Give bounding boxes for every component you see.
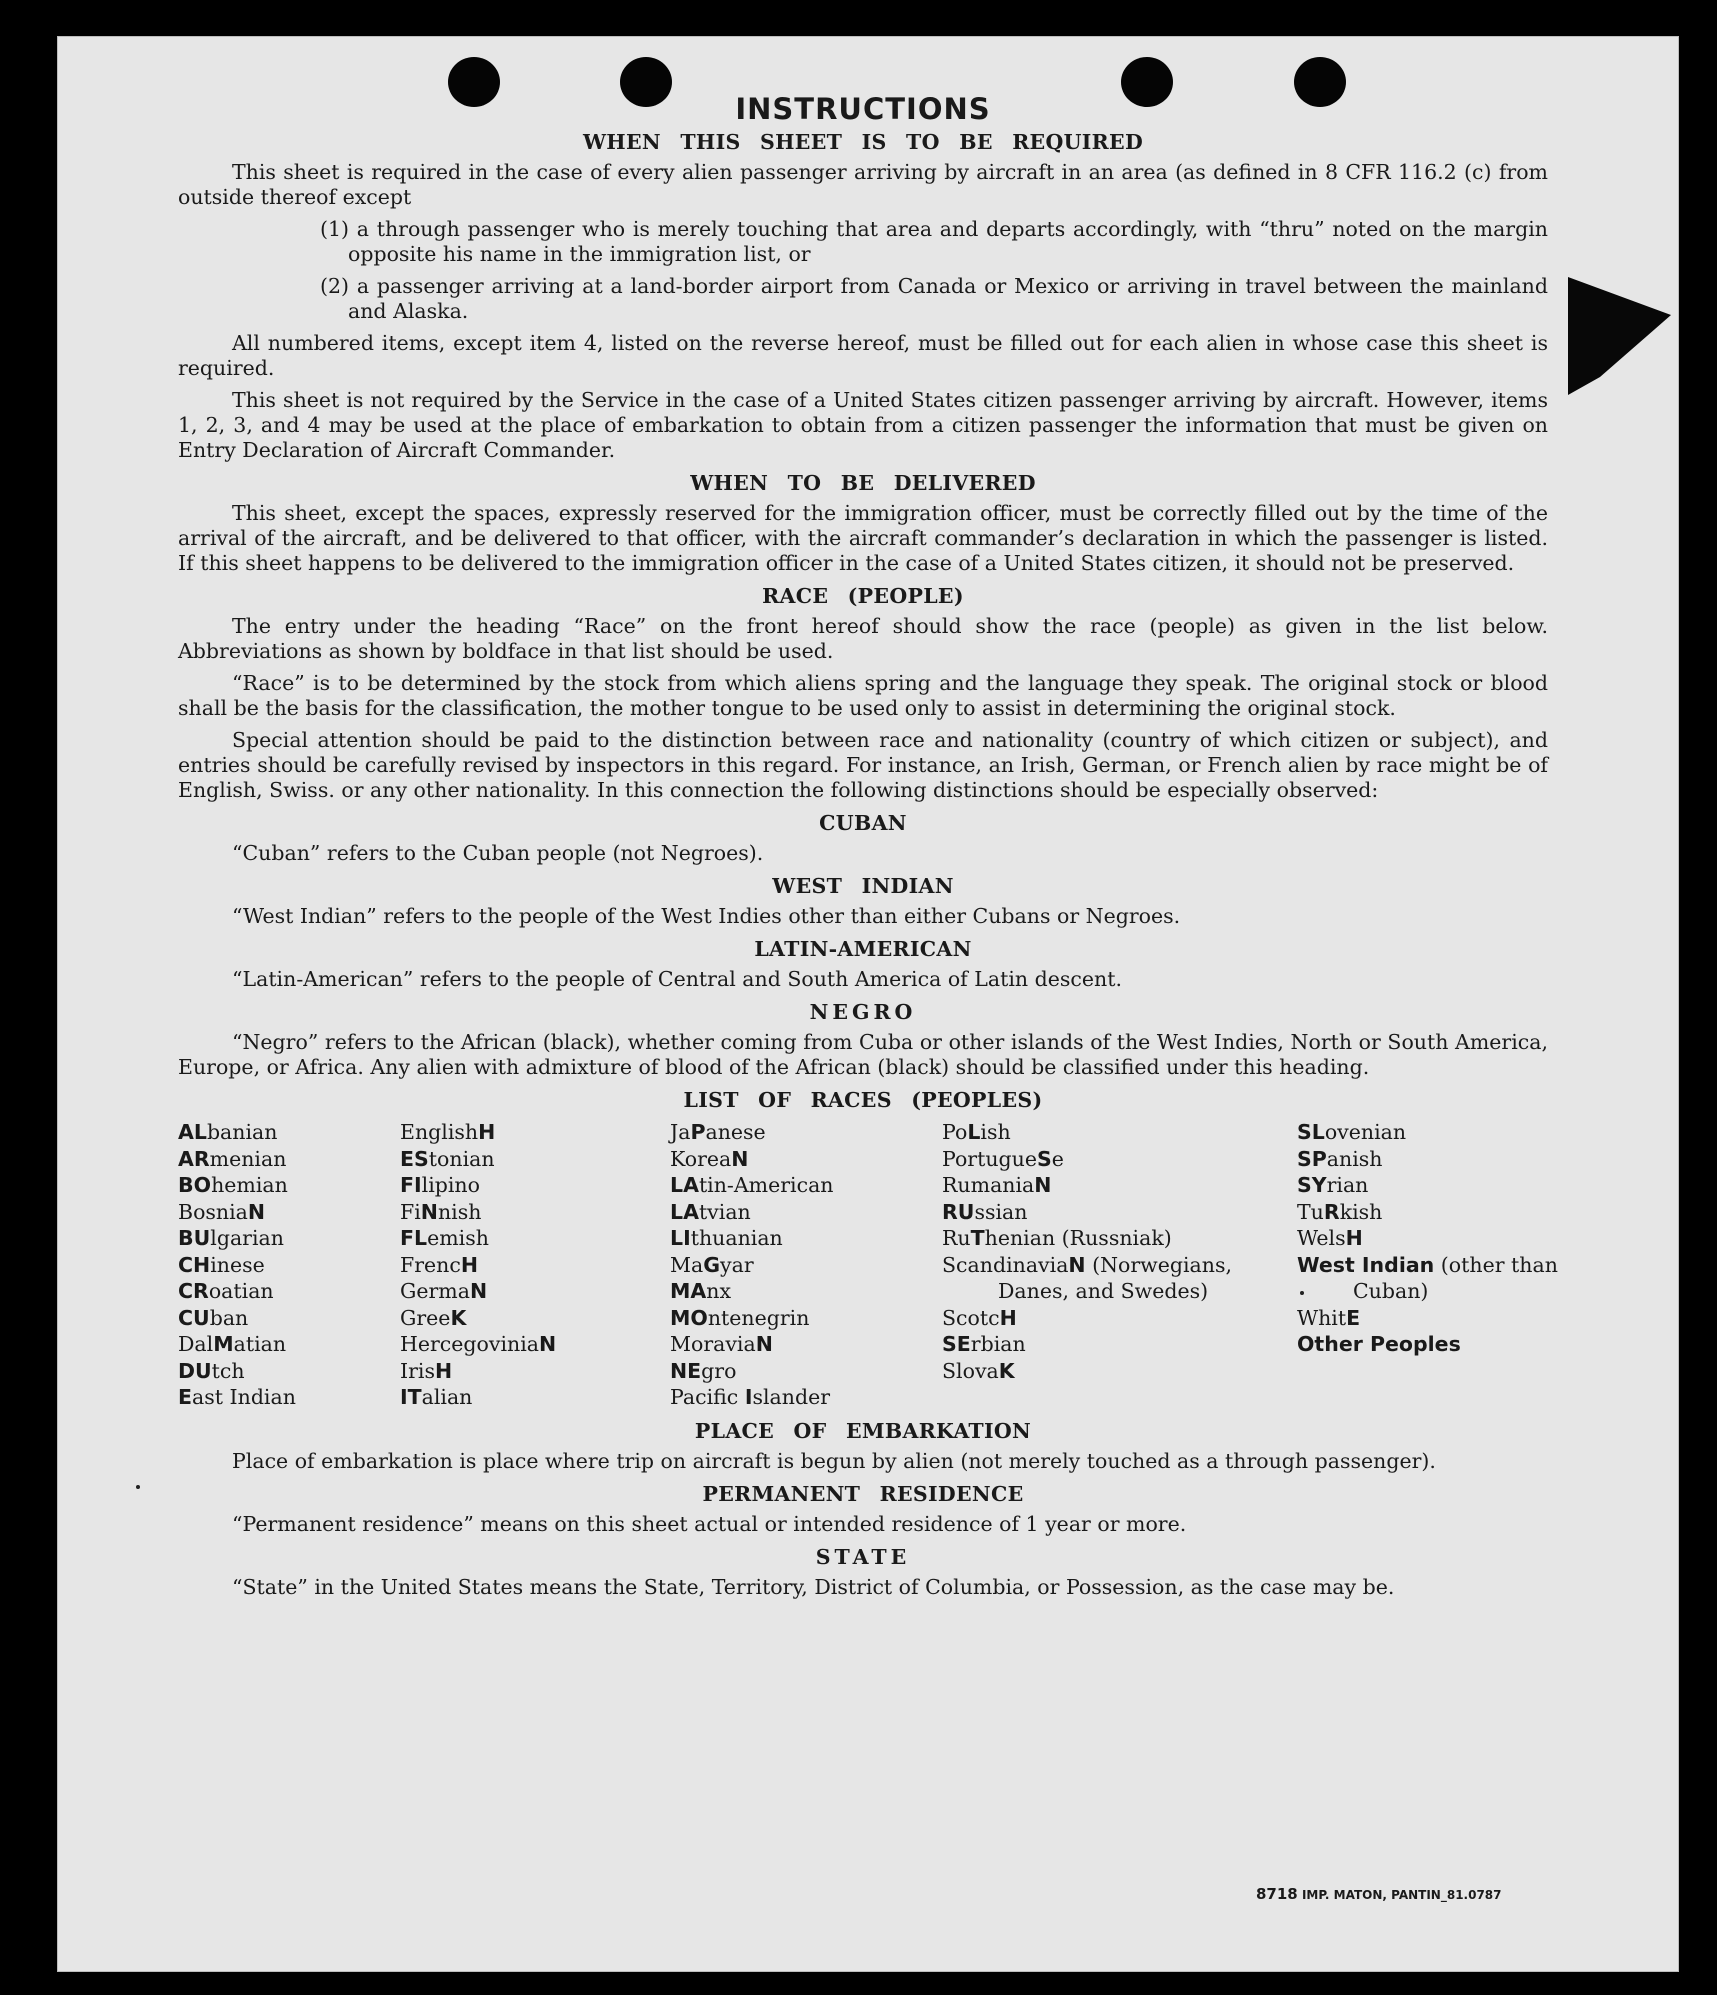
race-entry: ARmenian [178,1146,287,1171]
race-entry: FIlipino [400,1173,480,1197]
race-entry: NEgro [670,1358,737,1383]
race-entry: SYrian [1297,1173,1369,1197]
heading-latin-american: LATIN-AMERICAN [754,937,972,961]
race-entry: CUban [178,1305,249,1330]
paragraph: All numbered items, except item 4, listed on the reverse hereof, must be filled out for each alien in whose case this sheet is required. [178,331,1548,380]
race-entry: GreeK [400,1305,467,1330]
paragraph: “State” in the United States means the State, Territory, District of Columbia, or Possession, as the case may be. [232,1574,1395,1599]
form-number: 8718 [1256,1885,1298,1903]
race-entry: BosniaN [178,1199,266,1224]
paragraph: This sheet is required in the case of every alien passenger arriving by aircraft in an area (as defined in 8 CFR 116.2 (c) from outside thereof except [178,160,1548,209]
heading-negro: NEGRO [809,1000,917,1024]
heading-list-of-races: LIST OF RACES (PEOPLES) [683,1088,1043,1112]
paragraph: This sheet is not required by the Service in the case of a United States citizen passenger arriving by aircraft. However, items 1, 2, 3, and 4 may be used at the place of embarkation to obtain from a citizen passenger the information that must be given on Entry Declaration of Aircraft Commander. [178,388,1548,462]
race-entry: HercegoviniaN [400,1332,557,1356]
race-entry: IrisH [400,1358,453,1383]
heading-embarkation: PLACE OF EMBARKATION [694,1418,1032,1443]
paragraph: “Negro” refers to the African (black), whether coming from Cuba or other islands of the West Indies, North or South America, Europe, or Africa. Any alien with admixture of blood of the African (black) should be classified under this heading. [178,1030,1548,1079]
race-entry: TuRkish [1297,1199,1383,1224]
race-entry: ITalian [400,1385,473,1409]
heading-cuban: CUBAN [819,811,907,835]
heading-when-delivered: WHEN TO BE DELIVERED [690,471,1036,495]
race-entry: GermaN [400,1279,488,1303]
race-entry: FiNnish [400,1199,482,1224]
heading-west-indian: WEST INDIAN [772,874,954,898]
race-entry: ScandinaviaN (Norwegians, Danes, and Swedes) [942,1252,1233,1303]
race-entry: CRoatian [178,1279,274,1303]
printer-name: IMP. MATON, PANTIN_81.0787 [1301,1888,1502,1902]
printer-mark [1256,1885,1502,1903]
race-entry: FrencH [400,1252,479,1277]
paragraph: The entry under the heading “Race” on the front hereof should show the race (people) as given in the list below. Abbreviations as shown by boldface in that list should be used. [178,614,1548,663]
heading-race: RACE (PEOPLE) [762,584,964,608]
torn-corner [1568,277,1678,397]
race-entry: WelsH [1297,1226,1363,1250]
paragraph: Place of embarkation is place where trip on aircraft is begun by alien (not merely touched as a through passenger). [232,1448,1436,1473]
race-entry: MaGyar [670,1252,754,1277]
race-entry: BUlgarian [178,1226,284,1250]
races-column [1297,1119,1603,1411]
race-entry: CHinese [178,1252,265,1277]
heading-state: STATE [815,1544,911,1569]
races-column [670,1119,942,1411]
race-entry: DalMatian [178,1332,287,1356]
race-entry: ScotcH [942,1305,1017,1330]
list-item: (1) a through passenger who is merely touching that area and departs accordingly, with “thru” noted on the margin opposite his name in the immigration list, or [320,217,1548,266]
race-entry: EnglishH [400,1120,496,1144]
race-entry: EStonian [400,1146,495,1171]
instructions-body [178,92,1558,1607]
heading-permanent-residence: PERMANENT RESIDENCE [702,1481,1024,1506]
race-entry: MAnx [670,1279,732,1303]
race-entry: FLemish [400,1226,489,1250]
paragraph: “Race” is to be determined by the stock from which aliens spring and the language they speak. The original stock or blood shall be the basis for the classification, the mother tongue to be used only to assist in determining the original stock. [178,671,1548,720]
race-entry: RUssian [942,1199,1028,1224]
race-entry: RumaniaN [942,1173,1052,1197]
race-entry: ALbanian [178,1120,278,1144]
race-entry: LIthuanian [670,1226,783,1250]
races-list [178,1119,1558,1411]
race-entry: BOhemian [178,1173,288,1197]
race-entry: Other Peoples [1297,1332,1461,1356]
race-entry: West Indian (other than Cuban) [1297,1252,1558,1303]
paragraph: “West Indian” refers to the people of the West Indies other than either Cubans or Negroes. [232,904,1181,928]
race-entry: WhitE [1297,1305,1361,1330]
paragraph: “Latin-American” refers to the people of Central and South America of Latin descent. [232,967,1122,991]
races-column [178,1119,400,1411]
paragraph: “Cuban” refers to the Cuban people (not Negroes). [232,841,764,865]
heading-when-required: WHEN THIS SHEET IS TO BE REQUIRED [582,130,1144,154]
race-entry: PortugueSe [942,1146,1064,1171]
race-entry: SErbian [942,1332,1026,1356]
race-entry: MoraviaN [670,1332,773,1356]
race-entry: LAtin-American [670,1173,834,1197]
page-title: INSTRUCTIONS [735,92,991,126]
race-entry: KoreaN [670,1146,749,1171]
race-entry: SlovaK [942,1358,1015,1383]
paragraph: Special attention should be paid to the distinction between race and nationality (country of which citizen or subject), and entries should be carefully revised by inspectors in this regard. For instance, an Irish, German, or French alien by race might be of English, Swiss. or any other nationality. In this connection the following distinctions should be especially observed: [178,728,1548,802]
races-column [400,1119,670,1411]
paragraph: This sheet, except the spaces, expressly reserved for the immigration officer, must be correctly filled out by the time of the arrival of the aircraft, and be delivered to that officer, with the aircraft commander’s declaration in which the passenger is listed. If this sheet happens to be delivered to the immigration officer in the case of a United States citizen, it should not be preserved. [178,501,1548,575]
race-entry: LAtvian [670,1199,751,1224]
race-entry: RuThenian (Russniak) [942,1226,1172,1250]
paragraph: “Permanent residence” means on this sheet actual or intended residence of 1 year or more. [232,1511,1187,1536]
speck [136,1485,140,1489]
race-entry: MOntenegrin [670,1305,810,1330]
document-sheet [57,36,1679,1972]
races-column [942,1119,1297,1411]
race-entry: SLovenian [1297,1120,1407,1144]
race-entry: SPanish [1297,1146,1383,1171]
race-entry: Pacific Islander [670,1385,831,1409]
race-entry: East Indian [178,1385,296,1409]
race-entry: DUtch [178,1358,245,1383]
race-entry: PoLish [942,1120,1011,1144]
race-entry: JaPanese [670,1120,766,1144]
list-item: (2) a passenger arriving at a land-border airport from Canada or Mexico or arriving in travel between the mainland and Alaska. [320,274,1548,323]
